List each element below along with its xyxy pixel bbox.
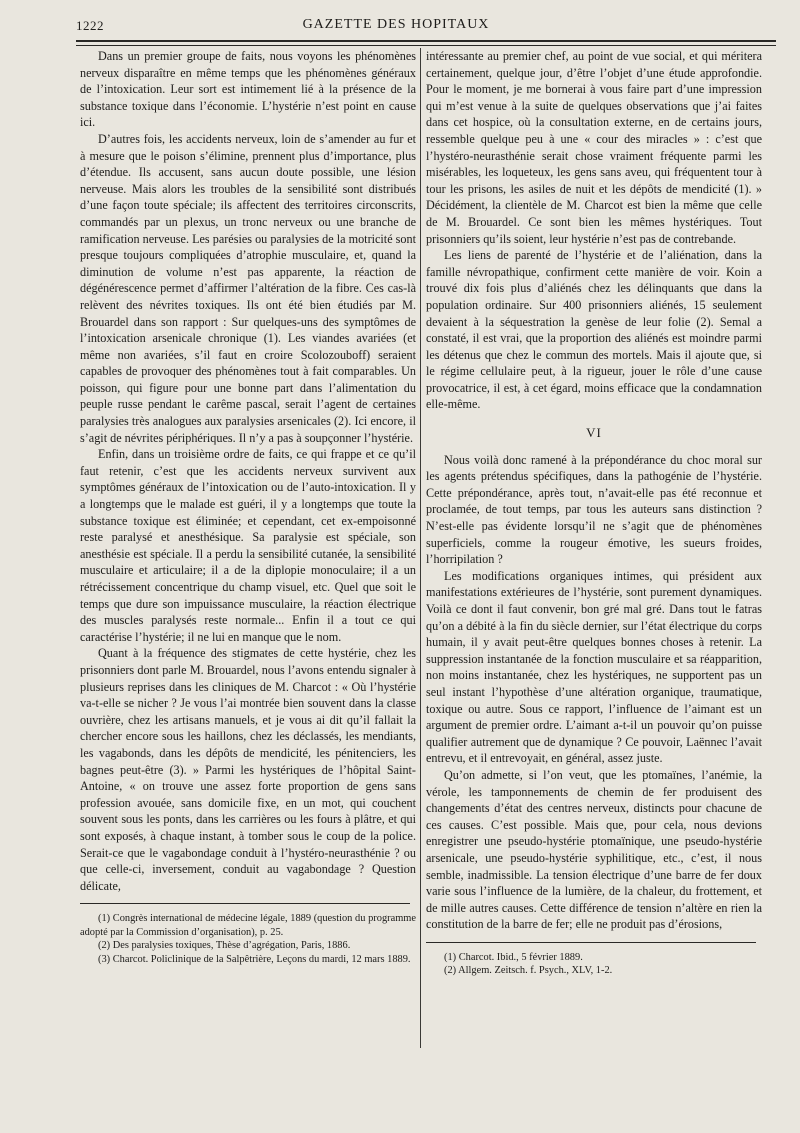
header-rule-thin [76, 45, 776, 46]
section-heading: VI [586, 425, 602, 441]
footnote: (1) Charcot. Ibid., 5 février 1889. [444, 951, 583, 963]
header-rule [76, 40, 776, 42]
page-number: 1222 [76, 18, 104, 33]
footnote: (3) Charcot. Policlinique de la Salpêtrière, Leçons du mardi, 12 mars 1889. [98, 954, 411, 966]
paragraph: Dans un premier groupe de faits, nous voyons les phénomènes nerveux disparaître en même temps que les phénomènes généraux de l’intoxication. Leur sort est intimement lié à la présence de la substance toxique dans l’économie. L’hystérie n’est point en cause ici. [80, 49, 416, 130]
paragraph: Qu’on admette, si l’on veut, que les ptomaïnes, l’anémie, la vérole, les tamponnements de chemin de fer produisent des changements d’état des centres nerveux, distincts pour chacune de ces causes. C’est possible. Mais que, pour cela, nous devions enregistrer une pseudo-hystérie ptomaïnique, une pseudo-hystérie arsenicale, une pseudo-hystérie syphilitique, etc., c’est, il nous semble, inadmissible. La tension électrique d’une barre de fer doux varie sous l’influence de la lumière, de la chaleur, du frottement, et de mille autres causes. Cette différence de tension n’altère en rien la constitution de la barre de fer; elle ne produit pas d’érosions, [426, 767, 762, 932]
paragraph: Les modifications organiques intimes, qui président aux manifestations extérieures de l’hystérie, sont purement dynamiques. Voilà ce dont il faut convenir, bon gré mal gré. Dans tout le fatras qu’on a débité à la fin du siècle dernier, sur l’état électrique du corps humain, il y avait peut-être quelques bonnes choses à retenir. La suppression instantanée de la fonction musculaire et sa réapparition, non moins instantanée, chez les hystériques, ne supportent pas un seul instant l’hypothèse d’une altération organique, traumatique, toxique ou autre. Sous ce rapport, l’influence de l’aimant est un argument de premier ordre. L’aimant a-t-il un pouvoir qu’on puisse qualifier autrement que de dynamique ? Ce pouvoir, Laënnec l’avait entrevu, et il entrevoyait, en général, assez juste. [426, 568, 762, 766]
paragraph: Les liens de parenté de l’hystérie et de l’aliénation, dans la famille névropathique, confirment cette manière de voir. Koin a trouvé dix fois plus d’aliénés chez les délinquants que dans la population ordinaire. Sur 400 prisonniers aliénés, 15 seulement devaient à la séquestration la genèse de leur folie (2). Semal a constaté, il est vrai, que la proportion des aliénés est moindre parmi les détenus que chez le commun des mortels. Mais il ajoute que, si le régime cellulaire peut, à la rigueur, jouer le rôle d’une cause provocatrice, il est, à cet égard, moins efficace que la condamnation elle-même. [426, 248, 762, 412]
paragraph: D’autres fois, les accidents nerveux, loin de s’amender au fur et à mesure que le poison s’élimine, prennent plus d’importance, plus d’étendue. Ils accusent, sans aucun doute possible, une lésion nerveuse. Mais alors les troubles de la sensibilité sont distribués d’une façon toute spéciale; ils affectent des territoires circonscrits, commandés par un plexus, un tronc nerveux ou une branche de ramification nerveuse. Les parésies ou paralysies de la motricité sont presque toujours compliquées d’atrophie musculaire, et, quand la diminution de volume n’est pas apparente, la réaction de dégénérescence permet d’affirmer l’altération de la fibre. Ces cas-là relèvent des névrites toxiques. Ils ont été bien étudiés par M. Brouardel dans son rapport : Sur quelques-uns des symptômes de l’intoxication arsenicale chronique (1). Les viandes avariées (et même non avariées, s’il faut en croire Scolozouboff) seraient capables de provoquer des phénomènes tout à fait comparables. Un poisson, qui figure pour une bonne part dans l’alimentation du peuple russe pendant le carême pascal, serait l’agent de certaines paralysies très analogues aux paralysies arsenicales (2). Ici encore, il s’agit de névrites périphériques. Il n’y a pas à soupçonner l’hystérie. [80, 131, 416, 445]
page-header [62, 14, 730, 36]
column-separator [420, 48, 421, 1048]
footnote-rule [80, 903, 410, 904]
paragraph: intéressante au premier chef, au point de vue social, et qui méritera certainement, quelque jour, d’être l’objet d’une étude approfondie. Pour le moment, je me bornerai à vous faire part d’une impression qui m’est venue à la suite de quelques observations que j’ai faites dans cet hospice, où la consultation externe, en de certains jours, ressemble quelque peu à une « cour des miracles » : c’est que l’hystéro-neurasthénie serait chose vraiment fréquente parmi les misérables, les loqueteux, les gens sans aveu, qui fréquentent tour à tour les prisons, les asiles de nuit et les dépôts de mendicité (1). » Décidément, la clientèle de M. Charcot est bien la même que celle de M. Brouardel. Ce sont bien les mêmes hystériques. Tout prisonniers qu’ils soient, leur hystérie n’est pas de contrebande. [426, 49, 762, 246]
footnote: (1) Congrès international de médecine légale, 1889 (question du programme adopté par la Commission d’organisation), p. 25. [80, 913, 416, 938]
footnote: (2) Des paralysies toxiques, Thèse d’agrégation, Paris, 1886. [98, 940, 351, 952]
right-column [426, 48, 762, 978]
footnote-rule [426, 942, 756, 943]
journal-title: GAZETTE DES HOPITAUX [302, 17, 490, 32]
left-column [80, 48, 416, 967]
paragraph: Enfin, dans un troisième ordre de faits, ce qui frappe et ce qu’il faut retenir, c’est que les accidents nerveux survivent aux symptômes généraux de l’intoxication ou de l’auto-intoxication. Il y a longtemps que le malade est guéri, il y a longtemps que toute la substance toxique est éliminée; et cependant, cet ex-empoisonné reste paralysé et anesthésique. Sa paralysie est spéciale, son anesthésie est spéciale. Il a perdu la sensibilité cutanée, la sensibilité musculaire et articulaire; il a de la diplopie monoculaire; il a un rétrécissement concentrique du champ visuel, etc. Quel que soit le temps que dure son impuissance musculaire, la réaction électrique des muscles paralysés reste normale... Enfin il a tout ce qui caractérise l’hystérie; il ne lui en manque que le nom. [80, 447, 416, 644]
footnote: (2) Allgem. Zeitsch. f. Psych., XLV, 1-2. [444, 965, 613, 977]
paragraph: Nous voilà donc ramené à la prépondérance du choc moral sur les agents prétendus spécifiques, dans la pathogénie de l’hystérie. Cette prépondérance, après tout, n’avait-elle pas été reconnue et proclamée, de tout temps, par tous les auteurs sans distinction ? N’est-elle pas évidente lorsqu’il ne s’agit que de phénomènes superficiels, comme la rougeur émotive, les sueurs froides, l’horripilation ? [426, 452, 762, 567]
paragraph: Quant à la fréquence des stigmates de cette hystérie, chez les prisonniers dont parle M. Brouardel, nous l’avons entendu signaler à plusieurs reprises dans les cliniques de M. Charcot : « Où l’hystérie va-t-elle se nicher ? Je vous l’ai montrée bien souvent dans la classe ouvrière, chez les artisans manuels, et je vous ai dit qu’il fallait la chercher encore sous les haillons, chez les déclassés, les mendiants, les vagabonds, dans les dépôts de mendicité, les pénitenciers, les bagnes peut-être (3). » Parmi les hystériques de l’hôpital Saint-Antoine, « on trouve une assez forte proportion de gens sans profession avouée, sans domicile fixe, en un mot, qui couchent souvent sous les ponts, dans les carrières ou les fours à plâtre, et qui sont exposés, à chaque instant, à tomber sous le coup de la police. Serait-ce que le vagabondage conduit à l’hystéro-neurasthénie ? ou que celle-ci, inversement, conduit au vagabondage ? Question délicate, [80, 646, 416, 893]
